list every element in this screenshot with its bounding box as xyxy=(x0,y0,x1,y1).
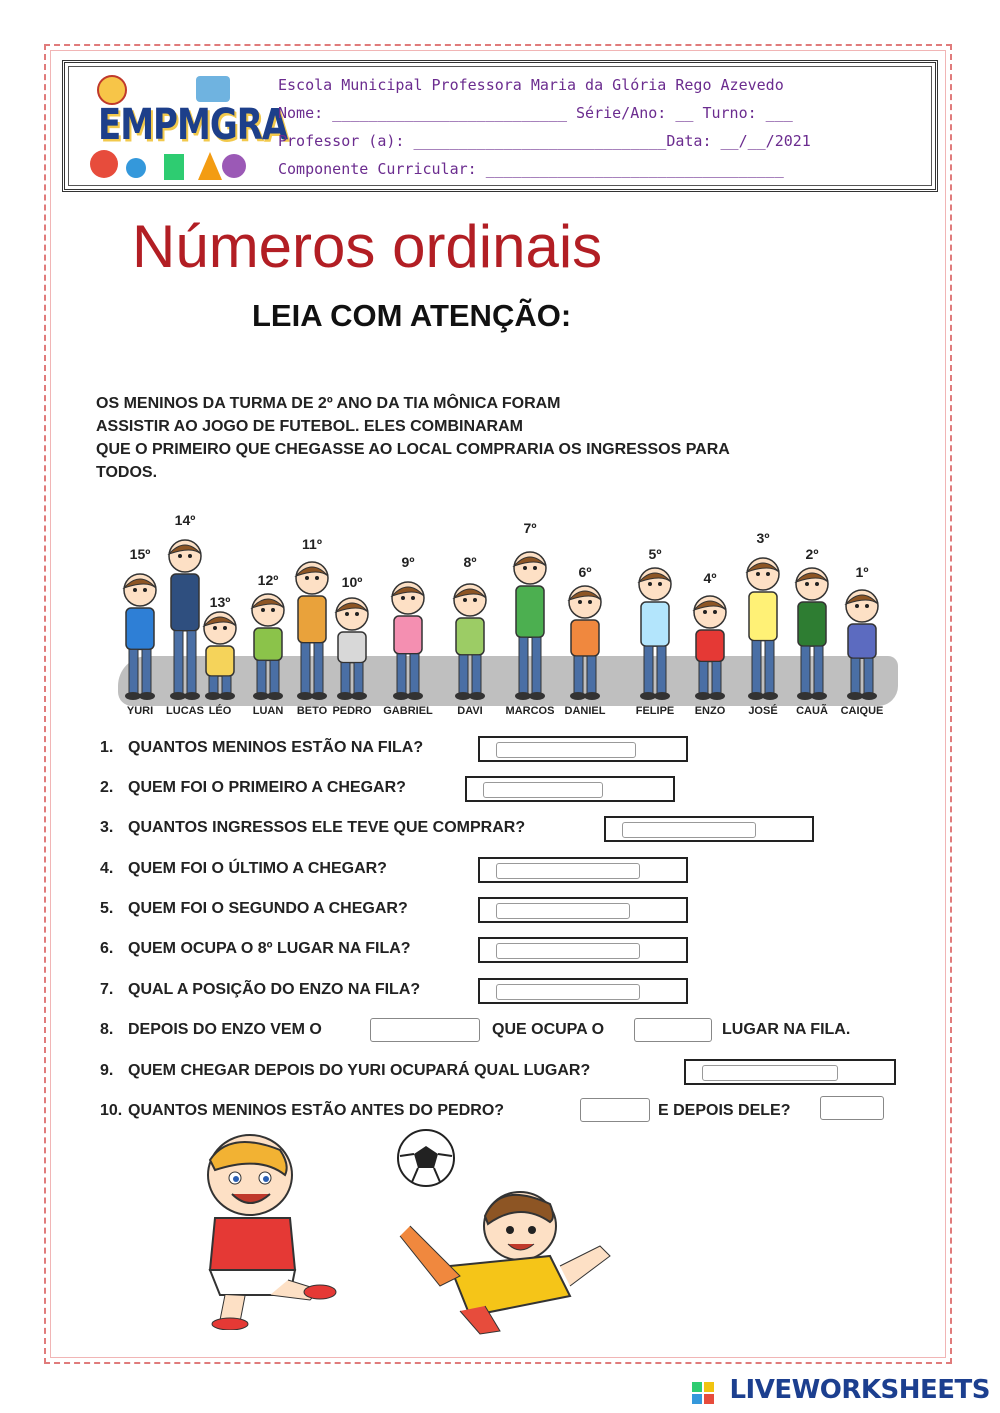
answer-input-8b[interactable] xyxy=(634,1018,712,1042)
page-title: Números ordinais xyxy=(132,213,603,280)
queue-boy-figure xyxy=(385,580,431,700)
question-text: QUEM FOI O ÚLTIMO A CHEGAR? xyxy=(128,860,387,877)
queue-ordinal: 2º xyxy=(805,546,819,562)
queue-boy-name: CAIQUE xyxy=(840,705,884,717)
queue-ordinal: 15º xyxy=(129,546,151,562)
queue-ordinal: 5º xyxy=(648,546,662,562)
question-number: 6. xyxy=(100,940,114,957)
queue-ordinal: 11º xyxy=(302,536,322,552)
question-10-mid-text: E DEPOIS DELE? xyxy=(658,1102,791,1119)
queue-boy-figure xyxy=(329,596,375,700)
question-8-mid-text: QUE OCUPA O xyxy=(492,1021,605,1038)
boy-ball-illustration xyxy=(390,1126,630,1338)
question-text: QUANTOS MENINOS ESTÃO ANTES DO PEDRO? xyxy=(128,1102,505,1119)
boy-kicking-illustration xyxy=(170,1130,370,1330)
queue-boy-name: PEDRO xyxy=(332,705,372,717)
queue-ordinal: 1º xyxy=(855,564,869,580)
queue-ordinal: 4º xyxy=(703,570,717,586)
question-6 xyxy=(100,940,411,958)
answer-input-7[interactable] xyxy=(496,984,640,1000)
intro-line: OS MENINOS DA TURMA DE 2º ANO DA TIA MÔNICA FORAM xyxy=(96,395,561,412)
queue-ordinal: 8º xyxy=(463,554,477,570)
question-7 xyxy=(100,981,420,999)
queue-ordinal: 3º xyxy=(756,530,770,546)
answer-input-1[interactable] xyxy=(496,742,636,758)
queue-boy-name: CAUÃ xyxy=(796,705,828,717)
queue-boy-figure xyxy=(245,592,291,700)
queue-boy-figure xyxy=(632,566,678,700)
question-text: QUEM FOI O PRIMEIRO A CHEGAR? xyxy=(128,779,406,796)
answer-input-10b[interactable] xyxy=(820,1096,884,1120)
queue-ordinal: 12º xyxy=(257,572,279,588)
subject-line[interactable]: Componente Curricular: _________________________________ xyxy=(278,160,784,178)
intro-text xyxy=(96,392,876,484)
answer-input-8a[interactable] xyxy=(370,1018,480,1042)
intro-line: ASSISTIR AO JOGO DE FUTEBOL. ELES COMBINARAM xyxy=(96,418,523,435)
question-text: QUEM OCUPA O 8º LUGAR NA FILA? xyxy=(128,940,411,957)
school-name: Escola Municipal Professora Maria da Glória Rego Azevedo xyxy=(278,76,784,94)
question-text: QUANTOS MENINOS ESTÃO NA FILA? xyxy=(128,739,424,756)
intro-line: QUE O PRIMEIRO QUE CHEGASSE AO LOCAL COMPRARIA OS INGRESSOS PARA xyxy=(96,441,730,458)
queue-boy-figure xyxy=(789,566,835,700)
question-number: 3. xyxy=(100,819,114,836)
question-10 xyxy=(100,1102,504,1120)
queue-boy-figure xyxy=(197,610,243,700)
question-number: 2. xyxy=(100,779,114,796)
question-number: 8. xyxy=(100,1021,114,1038)
question-number: 4. xyxy=(100,860,114,877)
queue-boy-name: JOSÉ xyxy=(748,705,778,717)
question-9 xyxy=(100,1062,590,1080)
answer-box-4 xyxy=(478,857,688,883)
queue-boy-name: YURI xyxy=(126,705,154,717)
question-number: 9. xyxy=(100,1062,114,1079)
queue-boy-figure xyxy=(447,582,493,700)
answer-box-3 xyxy=(604,816,814,842)
queue-boy-name: DAVI xyxy=(457,705,483,717)
queue-ordinal: 13º xyxy=(209,594,231,610)
question-number: 1. xyxy=(100,739,114,756)
answer-input-6[interactable] xyxy=(496,943,640,959)
queue-boy-figure xyxy=(687,594,733,700)
queue-ordinal: 6º xyxy=(578,564,592,580)
queue-boy-name: LÉO xyxy=(208,705,232,717)
question-4 xyxy=(100,860,387,878)
queue-boy-figure xyxy=(507,550,553,700)
answer-input-2[interactable] xyxy=(483,782,603,798)
question-8-end-text: LUGAR NA FILA. xyxy=(722,1021,851,1038)
question-text: QUANTOS INGRESSOS ELE TEVE QUE COMPRAR? xyxy=(128,819,526,836)
queue-boy-figure xyxy=(839,588,885,700)
question-3 xyxy=(100,819,525,837)
queue-boy-name: GABRIEL xyxy=(383,705,433,717)
question-8 xyxy=(100,1021,322,1039)
logo-text: EMPMGRA xyxy=(98,100,288,150)
liveworksheets-logo-icon xyxy=(692,1382,714,1404)
question-number: 5. xyxy=(100,900,114,917)
queue-boy-figure xyxy=(562,584,608,700)
question-text: DEPOIS DO ENZO VEM O xyxy=(128,1021,322,1038)
question-number: 10. xyxy=(100,1102,123,1119)
queue-ordinal: 14º xyxy=(174,512,196,528)
answer-input-9[interactable] xyxy=(702,1065,838,1081)
queue-boy-name: LUAN xyxy=(252,705,284,717)
queue-boy-figure xyxy=(740,556,786,700)
liveworksheets-brand[interactable]: LIVEWORKSHEETS xyxy=(729,1375,990,1405)
question-text: QUEM CHEGAR DEPOIS DO YURI OCUPARÁ QUAL LUGAR? xyxy=(128,1062,591,1079)
queue-ordinal: 9º xyxy=(401,554,415,570)
question-number: 7. xyxy=(100,981,114,998)
queue-ordinal: 10º xyxy=(341,574,363,590)
question-text: QUEM FOI O SEGUNDO A CHEGAR? xyxy=(128,900,408,917)
queue-ordinal: 7º xyxy=(523,520,537,536)
teacher-line[interactable]: Professor (a): ____________________________Data: __/__/2021 xyxy=(278,132,811,150)
answer-box-7 xyxy=(478,978,688,1004)
answer-box-9 xyxy=(684,1059,896,1085)
answer-input-5[interactable] xyxy=(496,903,630,919)
answer-input-10a[interactable] xyxy=(580,1098,650,1122)
queue-boy-name: MARCOS xyxy=(505,705,555,717)
intro-line: TODOS. xyxy=(96,464,158,481)
queue-boy-name: ENZO xyxy=(694,705,726,717)
answer-box-5 xyxy=(478,897,688,923)
answer-box-6 xyxy=(478,937,688,963)
queue-boy-name: BETO xyxy=(296,705,328,717)
answer-box-2 xyxy=(465,776,675,802)
page-subtitle: LEIA COM ATENÇÃO: xyxy=(252,298,572,333)
queue-boy-name: FELIPE xyxy=(635,705,675,717)
name-line[interactable]: Nome: __________________________ Série/Ano: __ Turno: ___ xyxy=(278,104,793,122)
answer-input-4[interactable] xyxy=(496,863,640,879)
queue-boy-figure xyxy=(117,572,163,700)
queue-boy-name: LUCAS xyxy=(166,705,204,717)
question-1 xyxy=(100,739,423,757)
answer-box-1 xyxy=(478,736,688,762)
question-2 xyxy=(100,779,406,797)
queue-boy-name: DANIEL xyxy=(564,705,606,717)
question-text: QUAL A POSIÇÃO DO ENZO NA FILA? xyxy=(128,981,421,998)
question-5 xyxy=(100,900,408,918)
answer-input-3[interactable] xyxy=(622,822,756,838)
